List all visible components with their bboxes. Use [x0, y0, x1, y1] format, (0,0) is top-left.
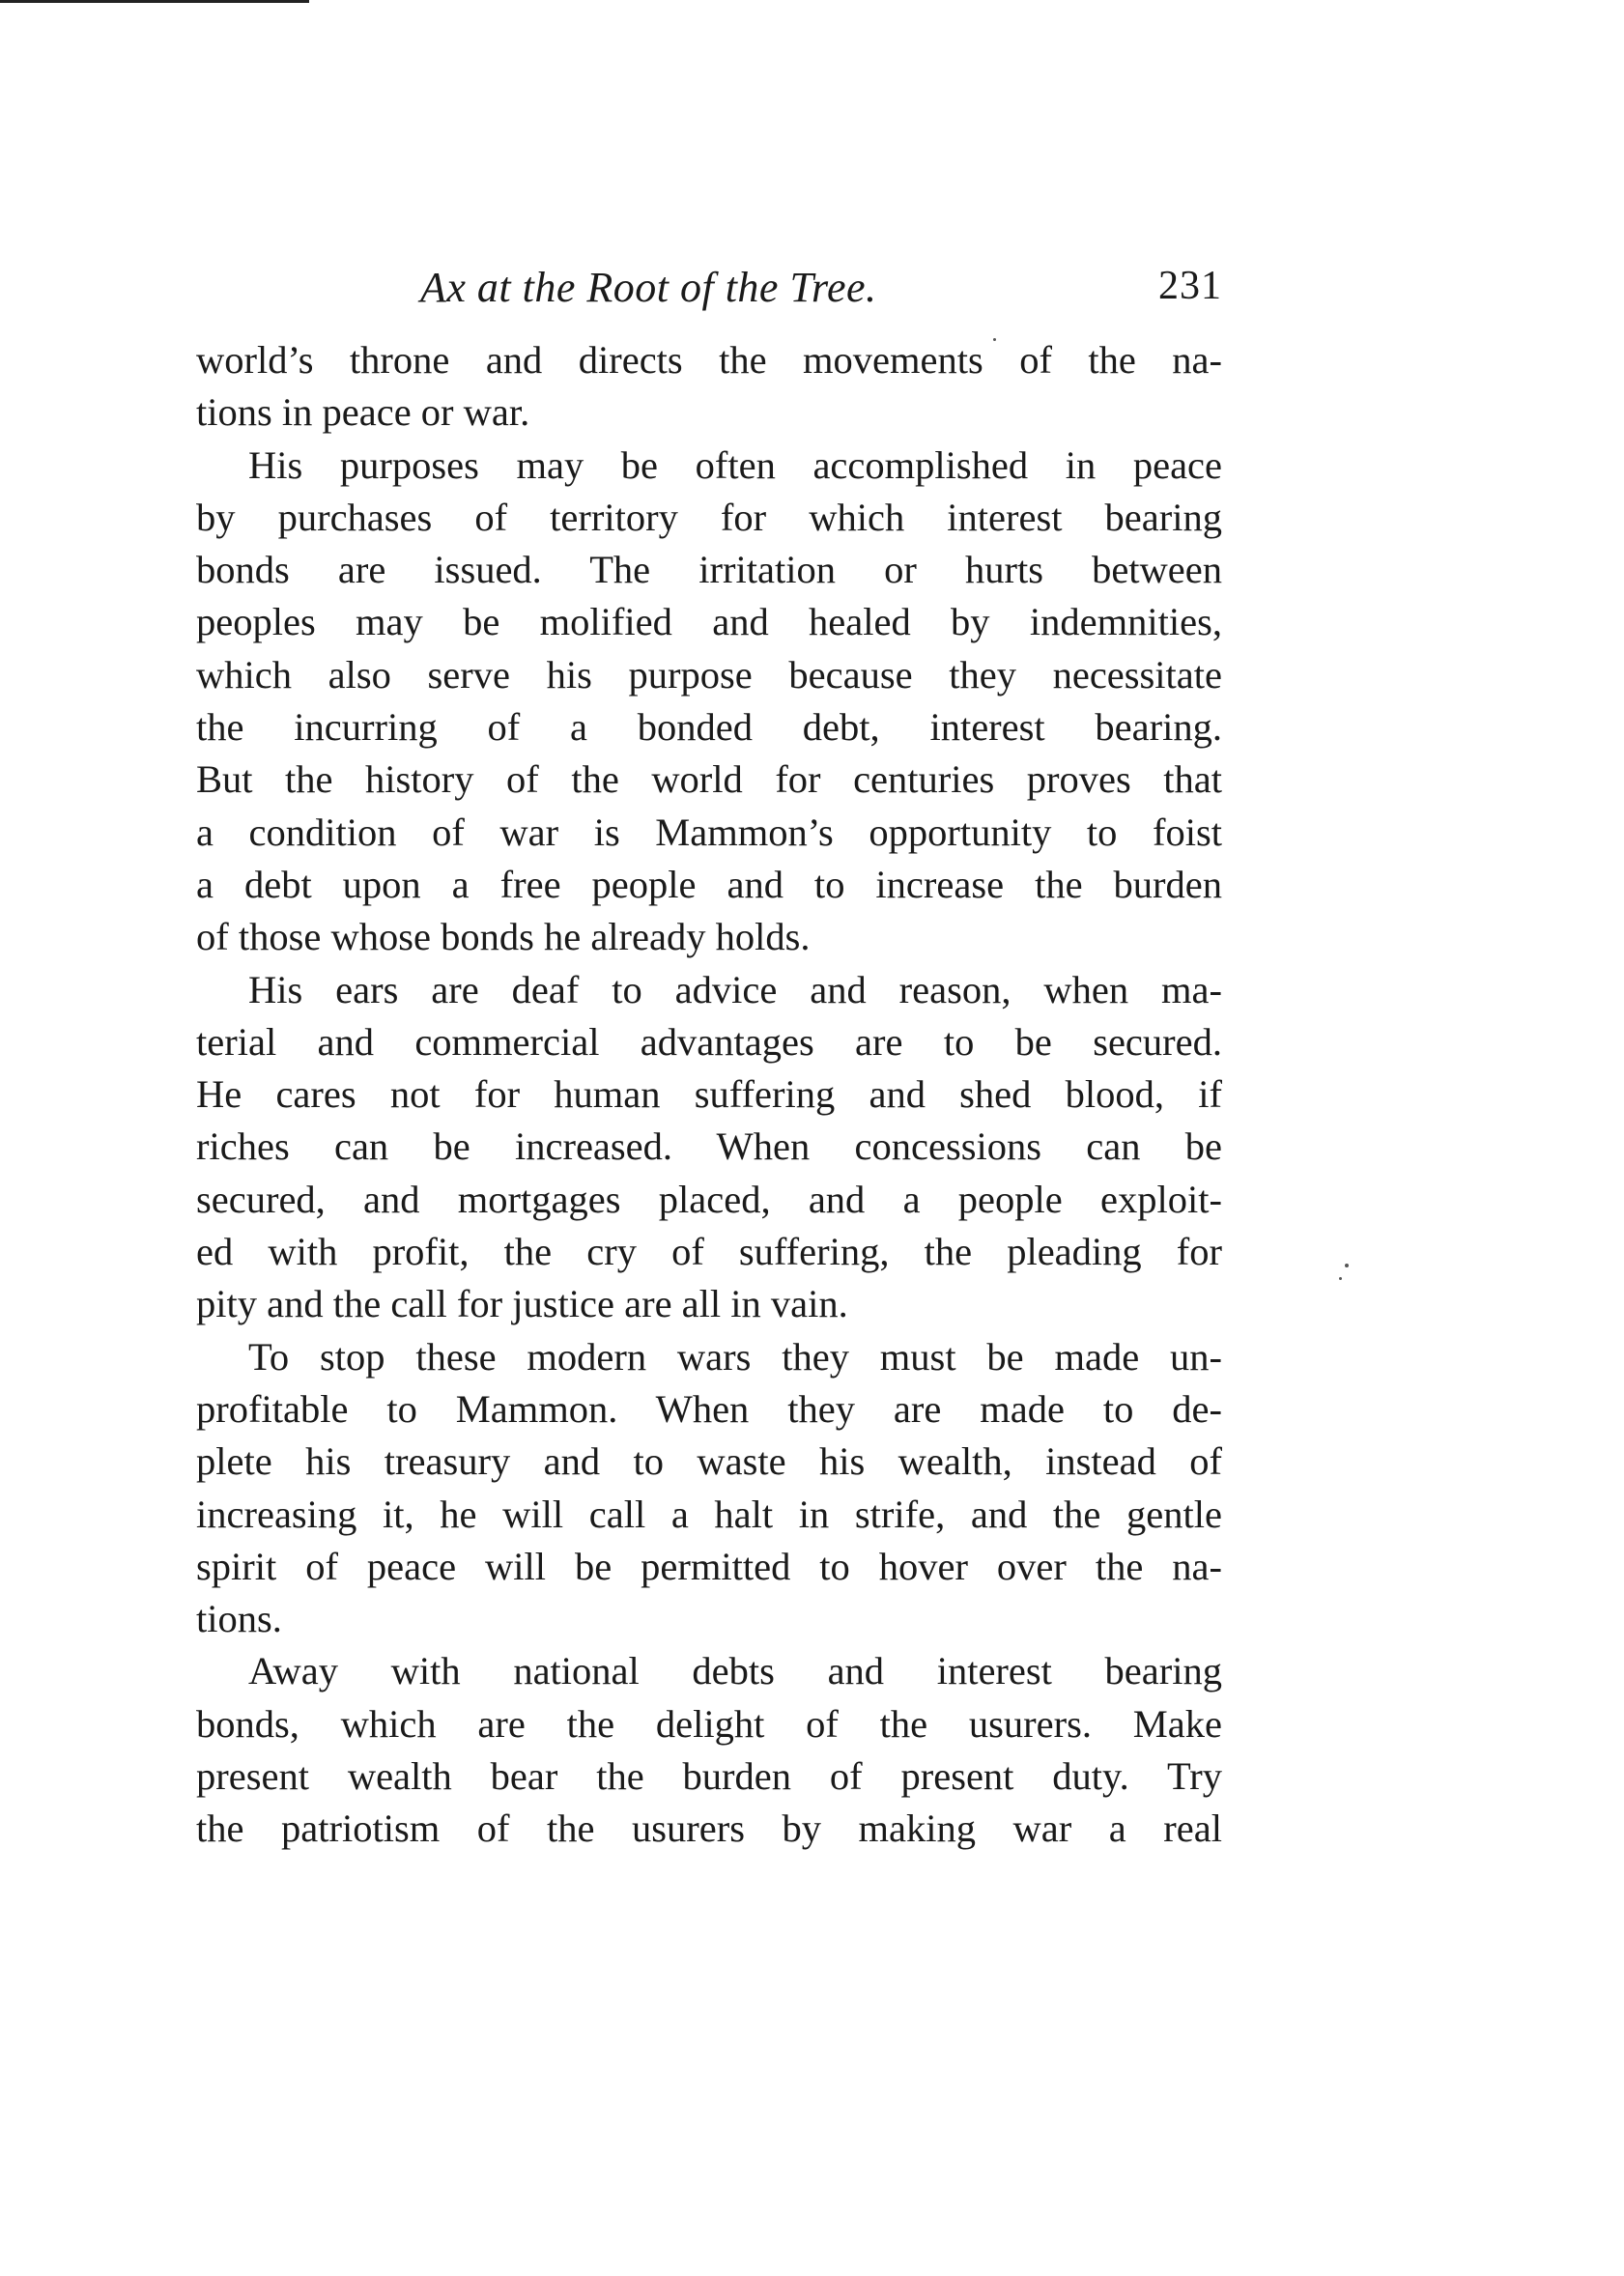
text-line: He cares not for human suffering and shed blood, if — [196, 1072, 1222, 1117]
scan-speck — [1339, 1277, 1342, 1280]
text-line: bonds, which are the delight of the usurers. Make — [196, 1701, 1222, 1746]
paragraph — [196, 964, 1222, 1331]
text-line: world’s throne and directs the movements of the na- — [196, 338, 1222, 382]
paragraph — [196, 334, 1222, 440]
text-line: secured, and mortgages placed, and a people exploit- — [196, 1177, 1222, 1221]
text-line: a condition of war is Mammon’s opportunity to foist — [196, 810, 1222, 854]
paragraph — [196, 440, 1222, 964]
text-line: increasing it, he will call a halt in strife, and the gentle — [196, 1492, 1222, 1536]
text-line: of those whose bonds he already holds. — [196, 915, 811, 959]
text-line: tions. — [196, 1597, 282, 1641]
text-line: His ears are deaf to advice and reason, when ma- — [248, 967, 1222, 1011]
text-line: the incurring of a bonded debt, interest bearing. — [196, 705, 1222, 750]
text-line: pity and the call for justice are all in vain. — [196, 1282, 848, 1326]
text-line: bonds are issued. The irritation or hurts between — [196, 548, 1222, 592]
paragraph — [196, 1645, 1222, 1855]
text-line: the patriotism of the usurers by making war a real — [196, 1807, 1222, 1851]
text-line: peoples may be molified and healed by indemnities, — [196, 600, 1222, 644]
text-line: But the history of the world for centuries proves that — [196, 757, 1222, 802]
book-page — [196, 259, 1222, 1856]
text-line: by purchases of territory for which interest bearing — [196, 495, 1222, 539]
text-line: a debt upon a free people and to increase the burden — [196, 862, 1222, 906]
body-text — [196, 334, 1222, 1856]
text-line: profitable to Mammon. When they are made to de- — [196, 1386, 1222, 1431]
text-line: spirit of peace will be permitted to hover over the na- — [196, 1544, 1222, 1588]
text-line: His purposes may be often accomplished in peace — [248, 442, 1222, 487]
text-line: ed with profit, the cry of suffering, the pleading for — [196, 1230, 1222, 1274]
text-line: To stop these modern wars they must be made un- — [248, 1334, 1222, 1379]
text-line: which also serve his purpose because they necessitate — [196, 652, 1222, 697]
text-line: tions in peace or war. — [196, 390, 530, 435]
text-line: plete his treasury and to waste his wealth, instead of — [196, 1439, 1222, 1484]
text-line: riches can be increased. When concessions can be — [196, 1124, 1222, 1169]
text-line: terial and commercial advantages are to be secured. — [196, 1019, 1222, 1064]
running-head-title: Ax at the Root of the Tree. — [420, 264, 877, 311]
scan-edge-rule — [0, 0, 309, 3]
running-head — [196, 259, 1222, 327]
text-line: present wealth bear the burden of present duty. Try — [196, 1754, 1222, 1799]
scan-speck — [1345, 1264, 1349, 1267]
page-number: 231 — [1158, 264, 1222, 308]
paragraph — [196, 1331, 1222, 1646]
text-line: Away with national debts and interest bearing — [248, 1649, 1222, 1693]
